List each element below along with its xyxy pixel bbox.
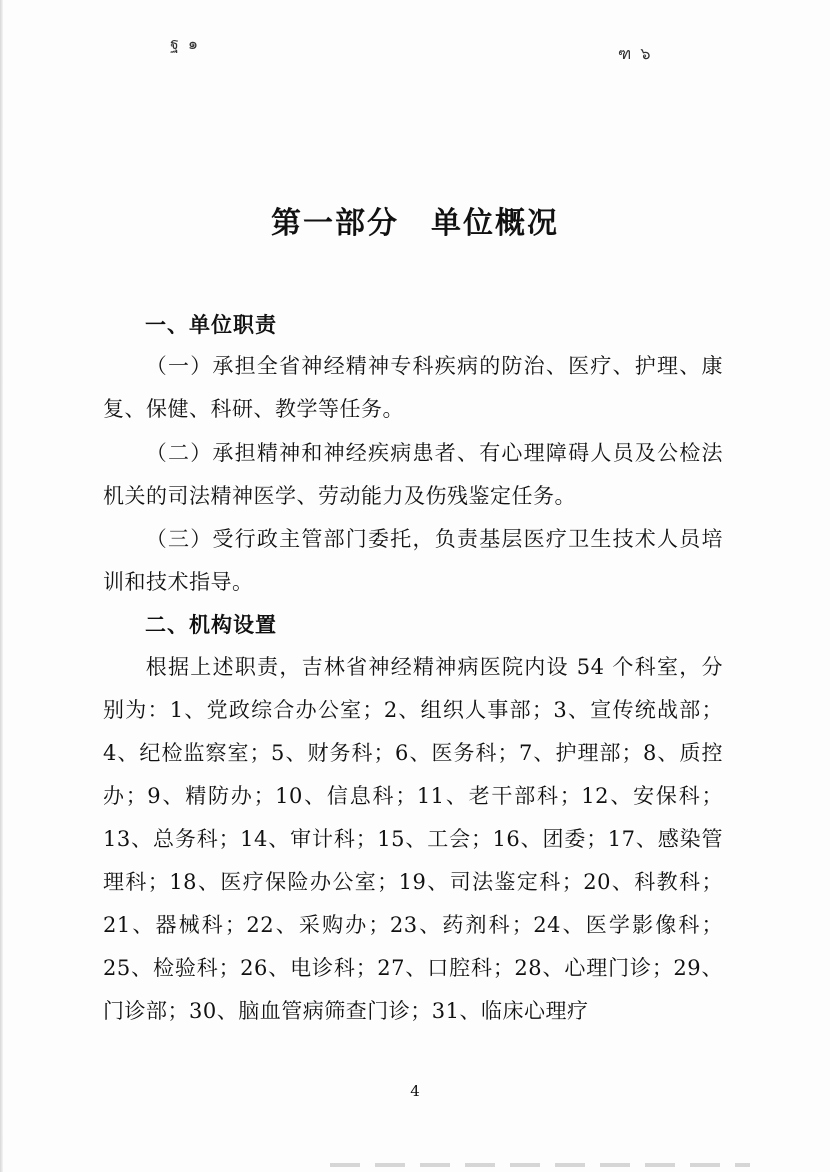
scan-mark-right: ฑ ๖ xyxy=(618,44,653,63)
duty-item-2 xyxy=(103,432,723,518)
scan-mark-left: ฐ ๑ xyxy=(170,34,201,53)
duty-item-1-text: （一）承担全省神经精神专科疾病的防治、医疗、护理、康复、保健、科研、教学等任务。 xyxy=(103,354,723,421)
organization-paragraph xyxy=(103,646,723,1033)
duty-item-3 xyxy=(103,518,723,604)
duty-item-2-text: （二）承担精神和神经疾病患者、有心理障碍人员及公检法机关的司法精神医学、劳动能力及伤残鉴定任务。 xyxy=(103,441,723,508)
duty-item-1 xyxy=(103,345,723,431)
page-title: 第一部分 单位概况 xyxy=(271,206,559,241)
section-heading-organization: 二、机构设置 xyxy=(145,613,277,637)
duty-item-3-text: （三）受行政主管部门委托，负责基层医疗卫生技术人员培训和技术指导。 xyxy=(103,527,723,594)
page-number: 4 xyxy=(410,1082,420,1100)
section-heading-duties: 一、单位职责 xyxy=(145,313,277,337)
scan-artifact-bottom xyxy=(330,1163,750,1167)
scan-edge xyxy=(0,0,3,1172)
organization-paragraph-text: 根据上述职责，吉林省神经精神病医院内设 54 个科室，分别为：1、党政综合办公室；2、组织人事部；3、宣传统战部；4、纪检监察室；5、财务科；6、医务科；7、护理部；8、质控办；9、精防办；10、信息科；11、老干部科；12、安保科；13、总务科；14、审计科；15、工会；16、团委；17、感染管理科；18、医疗保险办公室；19、司法鉴定科；20、科教科；21、器械科；22、采购办；23、药剂科；24、医学影像科；25、检验科；26、电诊科；27、口腔科；28、心理门诊；29、门诊部；30、脑血管病筛查门诊；31、临床心理疗 xyxy=(103,655,723,1023)
